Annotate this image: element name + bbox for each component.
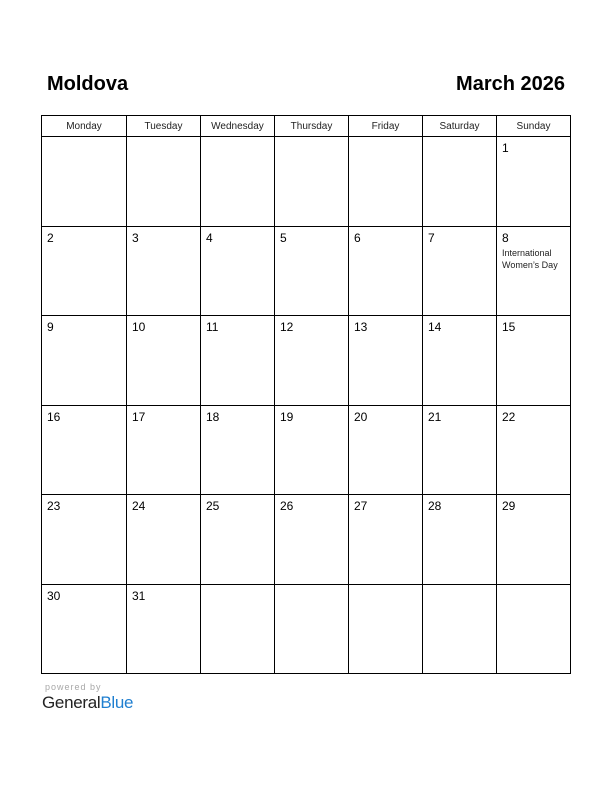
day-number: 7	[428, 230, 435, 245]
day-number: 11	[206, 320, 219, 334]
day-cell	[423, 495, 497, 585]
day-cell	[349, 227, 423, 317]
day-cell	[349, 406, 423, 496]
day-number: 8	[502, 230, 509, 245]
day-cell	[349, 316, 423, 406]
day-number: 24	[132, 499, 146, 513]
day-cell	[127, 495, 201, 585]
day-cell	[127, 316, 201, 406]
day-cell	[42, 495, 127, 585]
day-cell	[127, 406, 201, 496]
day-number: 1	[502, 141, 509, 155]
day-number: 17	[132, 409, 146, 424]
day-cell	[275, 406, 349, 496]
weekday-header-sunday: Sunday	[497, 116, 570, 137]
day-number: 18	[206, 409, 220, 424]
day-cell	[275, 137, 349, 227]
day-cell	[497, 316, 570, 406]
day-number: 31	[132, 588, 146, 603]
day-cell	[42, 316, 127, 406]
day-number: 4	[206, 230, 213, 245]
weekday-header-friday: Friday	[349, 116, 423, 137]
day-number: 14	[428, 320, 442, 334]
day-cell	[497, 495, 570, 585]
day-number: 25	[206, 499, 220, 513]
day-cell	[127, 585, 201, 675]
day-cell	[423, 227, 497, 317]
day-number: 9	[47, 320, 54, 334]
day-cell	[349, 495, 423, 585]
day-number: 16	[47, 409, 61, 424]
day-cell	[42, 585, 127, 675]
day-cell	[349, 137, 423, 227]
day-number: 3	[132, 230, 139, 245]
day-cell	[423, 406, 497, 496]
day-cell	[497, 137, 570, 227]
day-cell	[275, 495, 349, 585]
day-number: 29	[502, 499, 516, 513]
day-number: 19	[280, 409, 294, 424]
weekday-header-thursday: Thursday	[275, 116, 349, 137]
day-cell	[127, 227, 201, 317]
brand-general: General	[42, 693, 101, 712]
day-number: 26	[280, 499, 294, 513]
powered-by-label: powered by	[45, 682, 102, 692]
day-cell	[275, 585, 349, 675]
day-number: 22	[502, 409, 516, 424]
day-cell	[201, 316, 275, 406]
day-cell	[201, 227, 275, 317]
day-cell	[423, 585, 497, 675]
day-cell	[127, 137, 201, 227]
day-number: 23	[47, 499, 61, 513]
brand-blue: Blue	[100, 693, 134, 712]
day-cell	[42, 137, 127, 227]
weekday-header-tuesday: Tuesday	[127, 116, 201, 137]
day-cell	[497, 585, 570, 675]
day-cell	[201, 585, 275, 675]
day-number: 28	[428, 499, 442, 513]
day-number: 2	[47, 230, 54, 245]
weekday-header-saturday: Saturday	[423, 116, 497, 137]
day-cell	[423, 137, 497, 227]
weekday-header-monday: Monday	[42, 116, 127, 137]
day-cell	[497, 227, 570, 317]
day-number: 20	[354, 409, 368, 424]
day-number: 12	[280, 320, 294, 334]
day-cell	[275, 316, 349, 406]
day-cell	[275, 227, 349, 317]
day-cell	[42, 227, 127, 317]
day-number: 15	[502, 320, 516, 334]
day-number: 13	[354, 320, 368, 334]
day-cell	[423, 316, 497, 406]
day-number: 30	[47, 588, 61, 603]
day-number: 5	[280, 230, 287, 245]
day-number: 21	[428, 409, 442, 424]
day-cell	[349, 585, 423, 675]
day-cell	[497, 406, 570, 496]
weekday-header-wednesday: Wednesday	[201, 116, 275, 137]
country-title: Moldova	[47, 73, 129, 95]
day-number: 10	[132, 320, 146, 334]
day-cell	[201, 137, 275, 227]
day-cell	[201, 495, 275, 585]
calendar-grid	[41, 115, 571, 674]
day-number: 27	[354, 499, 368, 513]
generalblue-logo[interactable]	[42, 693, 133, 713]
holiday-label: International Women’s Day	[502, 247, 558, 270]
month-title: March 2026	[456, 73, 565, 95]
day-cell	[42, 406, 127, 496]
day-cell	[201, 406, 275, 496]
day-number: 6	[354, 230, 361, 245]
